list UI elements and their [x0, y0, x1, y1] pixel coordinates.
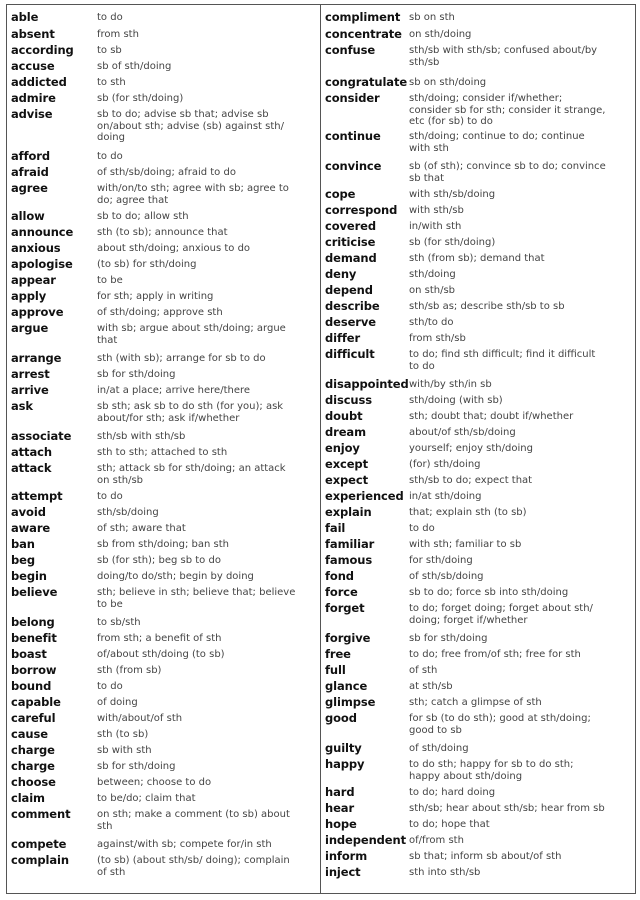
usage-pattern: to do	[97, 491, 123, 502]
usage-pattern: (to sb) for sth/doing	[97, 259, 197, 270]
usage-pattern: on sth; make a comment (to sb) about sth	[97, 809, 290, 832]
headword: inform	[325, 849, 368, 863]
headword: difficult	[325, 347, 375, 361]
headword: apologise	[11, 257, 73, 271]
usage-pattern: to do; find sth difficult; find it difficult to do	[409, 349, 596, 372]
headword: beg	[11, 553, 35, 567]
headword: criticise	[325, 235, 376, 249]
usage-pattern: of sth	[409, 665, 438, 676]
usage-pattern: sb for sth/doing	[409, 633, 488, 644]
headword: hard	[325, 785, 355, 799]
headword: apply	[11, 289, 47, 303]
headword: expect	[325, 473, 368, 487]
headword: comment	[11, 807, 71, 821]
usage-pattern: sb (of sth); convince sb to do; convince sb that	[409, 161, 606, 184]
usage-pattern: sth/sb with sth/sb; confused about/by sth/sb	[409, 45, 598, 68]
usage-pattern: about sth/doing; anxious to do	[97, 243, 251, 254]
usage-pattern: of/from sth	[409, 835, 464, 846]
headword: hope	[325, 817, 357, 831]
headword: complain	[11, 853, 69, 867]
usage-pattern: for sth; apply in writing	[97, 291, 214, 302]
usage-pattern: (for) sth/doing	[409, 459, 481, 470]
headword: able	[11, 10, 39, 24]
headword: convince	[325, 159, 382, 173]
headword: confuse	[325, 43, 376, 57]
headword: compliment	[325, 10, 401, 24]
headword: free	[325, 647, 351, 661]
usage-pattern: sth/sb/doing	[97, 507, 159, 518]
headword: deny	[325, 267, 357, 281]
headword: doubt	[325, 409, 363, 423]
headword: approve	[11, 305, 64, 319]
headword: glance	[325, 679, 368, 693]
usage-pattern: yourself; enjoy sth/doing	[409, 443, 533, 454]
usage-pattern: with/on/to sth; agree with sb; agree to do; agree that	[97, 183, 289, 206]
usage-pattern: between; choose to do	[97, 777, 212, 788]
word-list-page	[6, 4, 636, 894]
headword: discuss	[325, 393, 373, 407]
usage-pattern: sth; doubt that; doubt if/whether	[409, 411, 574, 422]
usage-pattern: sth; attack sb for sth/doing; an attack on sth/sb	[97, 463, 286, 486]
usage-pattern: with sb; argue about sth/doing; argue that	[97, 323, 286, 346]
headword: avoid	[11, 505, 46, 519]
usage-pattern: sb (for sth); beg sb to do	[97, 555, 221, 566]
headword: allow	[11, 209, 45, 223]
usage-pattern: sb to do; allow sth	[97, 211, 189, 222]
usage-pattern: about/of sth/sb/doing	[409, 427, 516, 438]
headword: belong	[11, 615, 55, 629]
usage-pattern: on sth/doing	[409, 29, 472, 40]
usage-pattern: sb on sth/doing	[409, 77, 487, 88]
usage-pattern: sb with sth	[97, 745, 152, 756]
headword: advise	[11, 107, 53, 121]
headword: consider	[325, 91, 380, 105]
usage-pattern: for sth/doing	[409, 555, 473, 566]
headword: bound	[11, 679, 52, 693]
headword: afraid	[11, 165, 49, 179]
headword: begin	[11, 569, 47, 583]
headword: announce	[11, 225, 74, 239]
usage-pattern: of sth/doing	[409, 743, 469, 754]
usage-pattern: sth to sth; attached to sth	[97, 447, 228, 458]
usage-pattern: to do; hard doing	[409, 787, 496, 798]
usage-pattern: of sth/sb/doing	[409, 571, 484, 582]
usage-pattern: to do	[97, 681, 123, 692]
headword: ban	[11, 537, 35, 551]
usage-pattern: with/about/of sth	[97, 713, 183, 724]
usage-pattern: in/at a place; arrive here/there	[97, 385, 251, 396]
usage-pattern: sb from sth/doing; ban sth	[97, 539, 229, 550]
headword: force	[325, 585, 358, 599]
usage-pattern: sb on sth	[409, 12, 455, 23]
usage-pattern: to do; free from/of sth; free for sth	[409, 649, 581, 660]
usage-pattern: to do sth; happy for sb to do sth; happy about sth/doing	[409, 759, 574, 782]
headword: afford	[11, 149, 50, 163]
usage-pattern: with sth/sb	[409, 205, 464, 216]
headword: agree	[11, 181, 48, 195]
usage-pattern: with/by sth/in sb	[409, 379, 492, 390]
headword: except	[325, 457, 368, 471]
usage-pattern: of sth/sb/doing; afraid to do	[97, 167, 236, 178]
usage-pattern: sth/sb with sth/sb	[97, 431, 186, 442]
headword: experienced	[325, 489, 404, 503]
usage-pattern: from sth; a benefit of sth	[97, 633, 222, 644]
headword: accuse	[11, 59, 55, 73]
usage-pattern: sth/sb to do; expect that	[409, 475, 533, 486]
headword: attempt	[11, 489, 63, 503]
usage-pattern: sb (for sth/doing)	[97, 93, 184, 104]
headword: familiar	[325, 537, 375, 551]
headword: correspond	[325, 203, 398, 217]
headword: describe	[325, 299, 380, 313]
headword: according	[11, 43, 74, 57]
headword: compete	[11, 837, 67, 851]
usage-pattern: (to sb) (about sth/sb/ doing); complain of sth	[97, 855, 290, 878]
left-column	[7, 5, 321, 893]
headword: boast	[11, 647, 47, 661]
headword: happy	[325, 757, 365, 771]
usage-pattern: of doing	[97, 697, 138, 708]
headword: guilty	[325, 741, 362, 755]
usage-pattern: from sth/sb	[409, 333, 466, 344]
usage-pattern: to be	[97, 275, 123, 286]
usage-pattern: sth/doing; consider if/whether; consider sb for sth; consider it strange, etc (for sb) to do	[409, 93, 606, 127]
headword: differ	[325, 331, 361, 345]
headword: capable	[11, 695, 61, 709]
usage-pattern: sth (from sb)	[97, 665, 162, 676]
usage-pattern: sb (for sth/doing)	[409, 237, 496, 248]
usage-pattern: sth/sb; hear about sth/sb; hear from sb	[409, 803, 605, 814]
headword: attach	[11, 445, 52, 459]
headword: anxious	[11, 241, 61, 255]
usage-pattern: of sth/doing; approve sth	[97, 307, 223, 318]
headword: inject	[325, 865, 361, 879]
headword: choose	[11, 775, 56, 789]
headword: argue	[11, 321, 49, 335]
headword: cope	[325, 187, 356, 201]
headword: arrange	[11, 351, 62, 365]
headword: arrest	[11, 367, 50, 381]
headword: enjoy	[325, 441, 360, 455]
headword: independent	[325, 833, 406, 847]
headword: hear	[325, 801, 355, 815]
usage-pattern: of sth; aware that	[97, 523, 186, 534]
usage-pattern: sth (to sb)	[97, 729, 149, 740]
usage-pattern: to do; forget doing; forget about sth/ doing; forget if/whether	[409, 603, 593, 626]
headword: disappointed	[325, 377, 409, 391]
usage-pattern: to do; hope that	[409, 819, 490, 830]
headword: congratulate	[325, 75, 408, 89]
headword: deserve	[325, 315, 376, 329]
headword: benefit	[11, 631, 57, 645]
headword: glimpse	[325, 695, 376, 709]
usage-pattern: sb that; inform sb about/of sth	[409, 851, 562, 862]
usage-pattern: from sth	[97, 29, 139, 40]
right-column	[321, 5, 635, 893]
headword: absent	[11, 27, 55, 41]
usage-pattern: sb to do; force sb into sth/doing	[409, 587, 569, 598]
usage-pattern: sb of sth/doing	[97, 61, 172, 72]
usage-pattern: to sth	[97, 77, 126, 88]
usage-pattern: against/with sb; compete for/in sth	[97, 839, 272, 850]
usage-pattern: in/at sth/doing	[409, 491, 482, 502]
headword: fond	[325, 569, 354, 583]
usage-pattern: sth; catch a glimpse of sth	[409, 697, 542, 708]
usage-pattern: sth/sb as; describe sth/sb to sb	[409, 301, 565, 312]
usage-pattern: sth (from sb); demand that	[409, 253, 545, 264]
headword: associate	[11, 429, 72, 443]
usage-pattern: to be/do; claim that	[97, 793, 196, 804]
headword: depend	[325, 283, 373, 297]
usage-pattern: sb for sth/doing	[97, 761, 176, 772]
usage-pattern: that; explain sth (to sb)	[409, 507, 527, 518]
usage-pattern: with sth/sb/doing	[409, 189, 496, 200]
usage-pattern: sth/doing (with sb)	[409, 395, 503, 406]
headword: fail	[325, 521, 346, 535]
headword: demand	[325, 251, 377, 265]
headword: full	[325, 663, 346, 677]
headword: cause	[11, 727, 48, 741]
headword: borrow	[11, 663, 57, 677]
usage-pattern: in/with sth	[409, 221, 462, 232]
usage-pattern: to do	[409, 523, 435, 534]
headword: appear	[11, 273, 56, 287]
usage-pattern: sth (with sb); arrange for sb to do	[97, 353, 266, 364]
headword: ask	[11, 399, 33, 413]
headword: famous	[325, 553, 373, 567]
usage-pattern: at sth/sb	[409, 681, 453, 692]
usage-pattern: to sb/sth	[97, 617, 141, 628]
headword: continue	[325, 129, 381, 143]
usage-pattern: doing/to do/sth; begin by doing	[97, 571, 254, 582]
headword: forget	[325, 601, 365, 615]
usage-pattern: to do	[97, 12, 123, 23]
headword: concentrate	[325, 27, 402, 41]
usage-pattern: sth/doing; continue to do; continue with sth	[409, 131, 585, 154]
headword: explain	[325, 505, 372, 519]
headword: believe	[11, 585, 58, 599]
headword: good	[325, 711, 357, 725]
headword: forgive	[325, 631, 371, 645]
usage-pattern: sb for sth/doing	[97, 369, 176, 380]
headword: admire	[11, 91, 56, 105]
usage-pattern: to sb	[97, 45, 122, 56]
usage-pattern: sth (to sb); announce that	[97, 227, 228, 238]
headword: careful	[11, 711, 56, 725]
usage-pattern: sth into sth/sb	[409, 867, 481, 878]
usage-pattern: sth; believe in sth; believe that; believe to be	[97, 587, 296, 610]
usage-pattern: sth/doing	[409, 269, 456, 280]
usage-pattern: sb to do; advise sb that; advise sb on/about sth; advise (sb) against sth/ doing	[97, 109, 284, 143]
headword: addicted	[11, 75, 67, 89]
headword: dream	[325, 425, 366, 439]
usage-pattern: on sth/sb	[409, 285, 456, 296]
usage-pattern: for sb (to do sth); good at sth/doing; good to sb	[409, 713, 591, 736]
usage-pattern: sth/to do	[409, 317, 454, 328]
usage-pattern: with sth; familiar to sb	[409, 539, 522, 550]
usage-pattern: sb sth; ask sb to do sth (for you); ask about/for sth; ask if/whether	[97, 401, 284, 424]
usage-pattern: of/about sth/doing (to sb)	[97, 649, 225, 660]
headword: charge	[11, 759, 55, 773]
headword: aware	[11, 521, 51, 535]
headword: arrive	[11, 383, 49, 397]
headword: covered	[325, 219, 377, 233]
headword: attack	[11, 461, 52, 475]
usage-pattern: to do	[97, 151, 123, 162]
headword: claim	[11, 791, 45, 805]
headword: charge	[11, 743, 55, 757]
